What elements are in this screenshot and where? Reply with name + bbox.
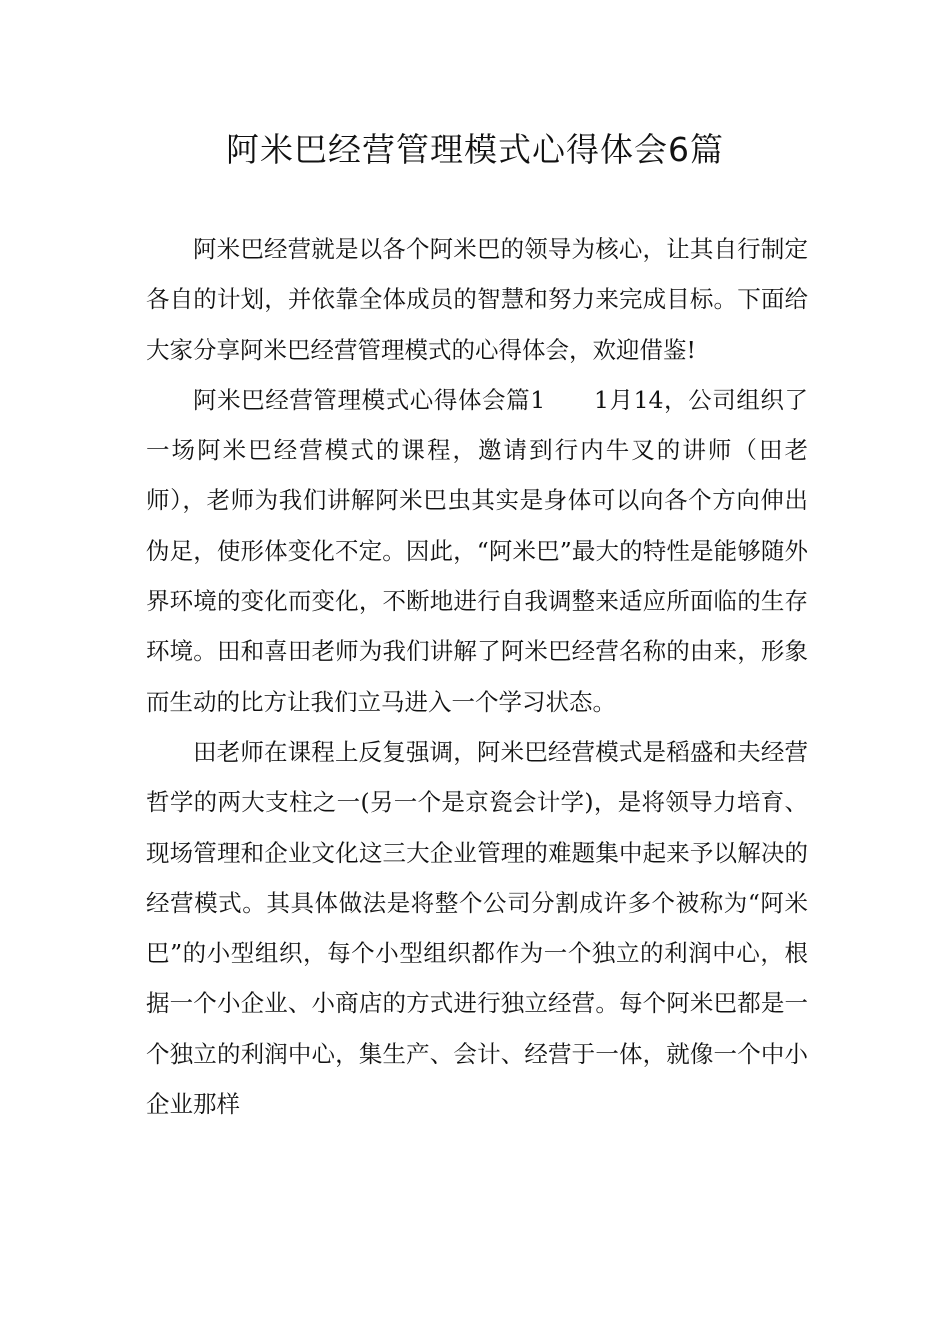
intro-paragraph: 阿米巴经营就是以各个阿米巴的领导为核心，让其自行制定各自的计划，并依靠全体成员的智慧和努力来完成目标。下面给大家分享阿米巴经营管理模式的心得体会，欢迎借鉴! (146, 235, 808, 364)
document-title: 阿米巴经营管理模式心得体会6篇 (226, 130, 724, 169)
document-body (146, 224, 808, 1129)
article-1-paragraph-2: 田老师在课程上反复强调，阿米巴经营模式是稻盛和夫经营哲学的两大支柱之一(另一个是京瓷会计学)，是将领导力培育、现场管理和企业文化这三大企业管理的难题集中起来予以解决的经营模式。其具体做法是将整个公司分割成许多个被称为“阿米巴”的小型组织，每个小型组织都作为一个独立的利润中心，根据一个小企业、小商店的方式进行独立经营。每个阿米巴都是一个独立的利润中心，集生产、会计、经营于一体，就像一个中小企业那样 (146, 737, 808, 1119)
article-1-paragraph-1: 阿米巴经营管理模式心得体会篇1 1月14，公司组织了一场阿米巴经营模式的课程，邀请到行内牛叉的讲师（田老师），老师为我们讲解阿米巴虫其实是身体可以向各个方向伸出伪足，使形体变化不定。因此，“阿米巴”最大的特性是能够随外界环境的变化而变化，不断地进行自我调整来适应所面临的生存环境。田和喜田老师为我们讲解了阿米巴经营名称的由来，形象而生动的比方让我们立马进入一个学习状态。 (146, 385, 808, 716)
